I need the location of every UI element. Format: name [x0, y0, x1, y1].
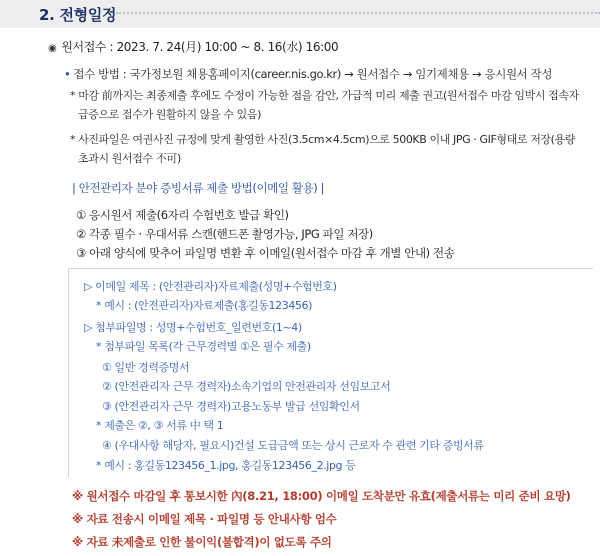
email-subject-example: * 예시 : (안전관리자)자료제출(홍길동123456) [96, 299, 313, 312]
header-divider [116, 12, 600, 14]
warning-follow-guide: ※ 자료 전송시 이메일 제목 · 파일명 등 안내사항 엄수 [72, 512, 337, 526]
email-section-title: | 안전관리자 분야 증빙서류 제출 방법(이메일 활용) | [72, 181, 325, 195]
attachment-example: * 예시 : 홍길동123456_1.jpg, 홍길동123456_2.jpg 등 [96, 459, 356, 472]
bullet-circle-icon: ◉ [48, 43, 57, 54]
note-early-submit: * 마감 前까지는 최종제출 후에도 수정이 가능한 점을 감안, 가급적 미리 제출 권고(원서접수 마감 임박시 접속자 [70, 89, 579, 102]
attachment-name-format: ▷ 첨부파일명 : 성명+수험번호_일련번호(1~4) [84, 321, 302, 334]
application-period-text: 원서접수 : 2023. 7. 24(月) 10:00 ~ 8. 16(水) 16:00 [61, 40, 339, 54]
note-early-submit-cont: 급증으로 접수가 원활하지 않을 수 있음) [78, 108, 261, 121]
application-period [48, 38, 338, 55]
step-2: ② 각종 필수 · 우대서류 스캔(핸드폰 촬영가능, JPG 파일 저장) [76, 227, 373, 241]
section-title: 2. 전형일정 [39, 6, 117, 24]
email-subject-format: ▷ 이메일 제목 : (안전관리자)자료제출(성명+수험번호) [84, 280, 337, 293]
application-method [64, 66, 552, 82]
attachment-item-1: ① 일반 경력증명서 [102, 361, 190, 374]
step-3: ③ 아래 양식에 맞추어 파일명 변환 후 이메일(원서접수 마감 후 개별 안내) 전송 [76, 246, 455, 260]
bullet-dot-icon: • [64, 67, 71, 81]
attachment-item-4: ④ (우대사항 해당자, 필요시)건설 도급금액 또는 상시 근로자 수 관련 기타 증빙서류 [102, 439, 484, 452]
note-photo: * 사진파일은 여권사진 규정에 맞게 촬영한 사진(3.5cm×4.5cm)으로 500KB 이내 JPG · GIF형태로 저장(용량 [70, 133, 575, 146]
step-1: ① 응시원서 제출(6자리 수험번호 발급 확인) [76, 208, 289, 222]
application-method-text: 접수 방법 : 국가정보원 채용홈페이지(career.nis.go.kr) → 원서접수 → 임기제채용 → 응시원서 작성 [73, 67, 553, 81]
warning-deadline: ※ 원서접수 마감일 후 통보시한 內(8.21, 18:00) 이메일 도착분만 유효(제출서류는 미리 준비 요망) [72, 489, 571, 503]
section-header [0, 0, 600, 28]
warning-no-submission: ※ 자료 未제출로 인한 불이익(불합격)이 없도록 주의 [72, 535, 332, 549]
attachment-item-2: ② (안전관리자 근무 경력자)소속기업의 안전관리자 선임보고서 [102, 380, 391, 393]
attachment-item-3: ③ (안전관리자 근무 경력자)고용노동부 발급 선임확인서 [102, 400, 360, 413]
attachment-choice-note: * 제출은 ②, ③ 서류 中 택 1 [96, 419, 224, 432]
note-photo-cont: 초과시 원서접수 不可) [78, 152, 181, 165]
attachment-list-title: * 첨부파일 목록(각 근무경력별 ①은 필수 제출) [96, 340, 311, 353]
